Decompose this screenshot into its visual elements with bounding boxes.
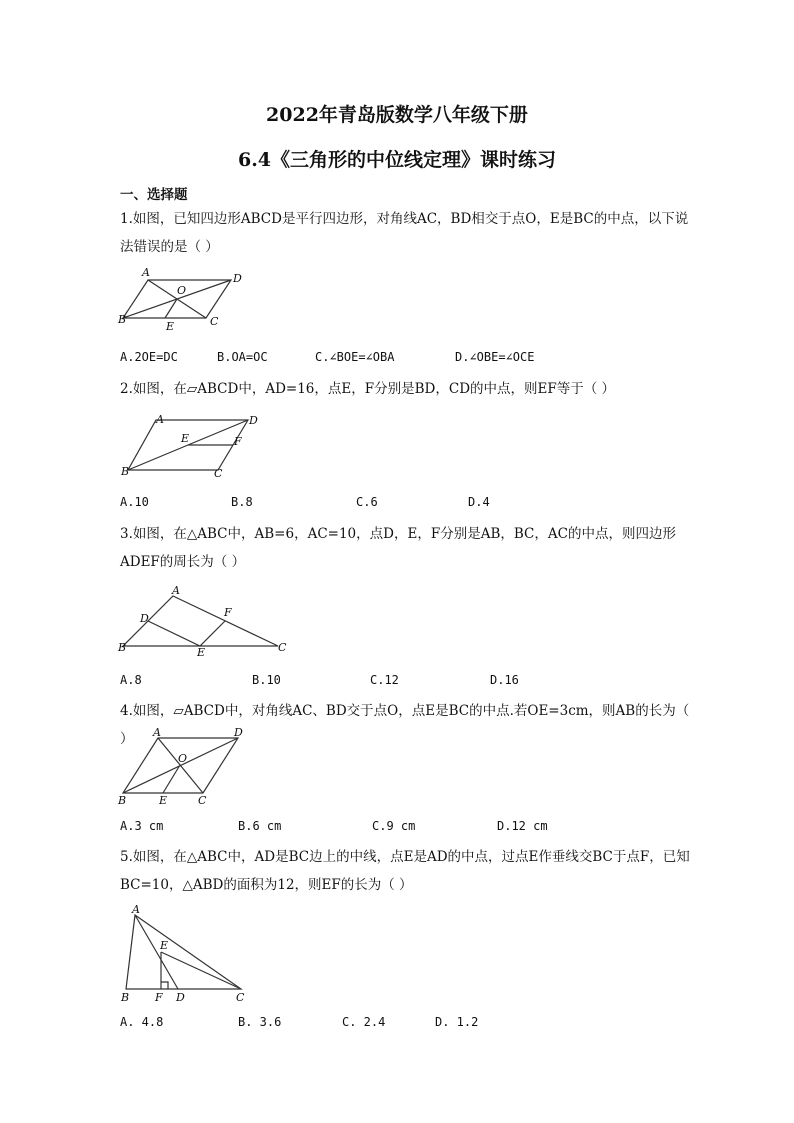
question-2-options — [120, 495, 700, 513]
q1-label-d: D — [233, 272, 242, 285]
q3-label-b: B — [118, 641, 127, 654]
q4-option-c[interactable]: C.9 cm — [372, 819, 416, 833]
question-2-figure-parallelogram — [118, 410, 263, 480]
q3-option-c[interactable]: C.12 — [370, 673, 399, 687]
q1-label-a: A — [142, 266, 150, 279]
q2-option-c[interactable]: C.6 — [356, 495, 378, 509]
question-3-options — [120, 673, 700, 691]
q1-label-o: O — [177, 284, 187, 297]
question-1-figure-parallelogram — [118, 268, 258, 333]
q3-option-d[interactable]: D.16 — [490, 673, 519, 687]
question-5-options — [120, 1015, 700, 1033]
q4-label-b: B — [118, 794, 127, 807]
q3-label-c: C — [278, 641, 287, 654]
question-5-text: 5.如图，在△ABC中，AD是BC边上的中线，点E是AD的中点，过点E作垂线交BC于点F，已知BC=10，△ABD的面积为12，则EF的长为（ ） — [120, 849, 690, 893]
q3-option-a[interactable]: A.8 — [120, 673, 142, 687]
q4-option-b[interactable]: B.6 cm — [238, 819, 282, 833]
q4-label-d: D — [234, 726, 243, 739]
question-2-text: 2.如图，在▱ABCD中，AD=16，点E，F分别是BD，CD的中点，则EF等于（ ） — [120, 381, 616, 397]
q2-label-b: B — [121, 465, 130, 478]
q3-label-a: A — [172, 584, 180, 597]
question-4-figure-parallelogram — [118, 728, 258, 810]
section-heading: 一、选择题 — [120, 187, 188, 203]
q5-option-a[interactable]: A. 4.8 — [120, 1015, 164, 1029]
q5-label-e: E — [160, 939, 169, 952]
q4-label-o: O — [178, 752, 188, 765]
question-5-figure-triangle — [118, 905, 258, 1005]
q2-label-a: A — [156, 413, 164, 426]
question-4-text: 4.如图，▱ABCD中，对角线AC、BD交于点O，点E是BC的中点.若OE=3cm，则AB的长为（ ） — [120, 703, 690, 747]
q4-label-c: C — [198, 794, 207, 807]
q1-label-e: E — [166, 320, 175, 333]
q5-label-d: D — [176, 991, 185, 1004]
q3-label-e: E — [197, 646, 206, 659]
q5-option-c[interactable]: C. 2.4 — [342, 1015, 386, 1029]
q2-option-a[interactable]: A.10 — [120, 495, 149, 509]
q4-option-a[interactable]: A.3 cm — [120, 819, 164, 833]
q1-option-b[interactable]: B.OA=OC — [217, 350, 268, 364]
q5-label-a: A — [132, 903, 140, 916]
q1-option-a[interactable]: A.2OE=DC — [120, 350, 178, 364]
q3-label-d: D — [140, 612, 149, 625]
q5-option-b[interactable]: B. 3.6 — [238, 1015, 282, 1029]
question-1-options — [120, 350, 700, 368]
question-4-options — [120, 819, 700, 837]
q5-right-angle-mark — [161, 982, 168, 989]
q5-label-b: B — [121, 991, 130, 1004]
q2-label-f: F — [234, 435, 242, 448]
q2-label-e: E — [181, 432, 190, 445]
q1-segment-oe — [165, 299, 177, 318]
q5-median-ad — [135, 915, 178, 989]
q1-option-d[interactable]: D.∠OBE=∠OCE — [455, 350, 535, 364]
q3-option-b[interactable]: B.10 — [252, 673, 281, 687]
document-title: 2022年青岛版数学八年级下册 — [266, 104, 528, 126]
q5-option-d[interactable]: D. 1.2 — [435, 1015, 479, 1029]
question-3-figure-triangle — [118, 584, 288, 659]
q3-segments-de-ef — [148, 621, 225, 646]
document-subtitle: 6.4《三角形的中位线定理》课时练习 — [237, 149, 557, 171]
q2-label-c: C — [214, 467, 223, 480]
q1-option-c[interactable]: C.∠BOE=∠OBA — [315, 350, 395, 364]
q5-segment-ec — [161, 952, 241, 989]
q4-label-a: A — [153, 726, 161, 739]
question-1-text: 1.如图，已知四边形ABCD是平行四边形，对角线AC，BD相交于点O，E是BC的中点，以下说法错误的是（ ） — [120, 211, 689, 255]
q5-label-c: C — [236, 991, 245, 1004]
q5-triangle-abc — [126, 915, 241, 989]
question-3-text: 3.如图，在△ABC中，AB=6，AC=10，点D，E，F分别是AB，BC，AC的中点，则四边形ADEF的周长为（ ） — [120, 526, 676, 570]
q2-option-d[interactable]: D.4 — [468, 495, 490, 509]
q3-label-f: F — [224, 606, 232, 619]
q1-label-b: B — [118, 313, 127, 326]
q2-option-b[interactable]: B.8 — [231, 495, 253, 509]
q5-label-f: F — [155, 991, 163, 1004]
q4-option-d[interactable]: D.12 cm — [497, 819, 548, 833]
q2-label-d: D — [249, 414, 258, 427]
q4-label-e: E — [159, 794, 168, 807]
q1-label-c: C — [210, 315, 219, 328]
